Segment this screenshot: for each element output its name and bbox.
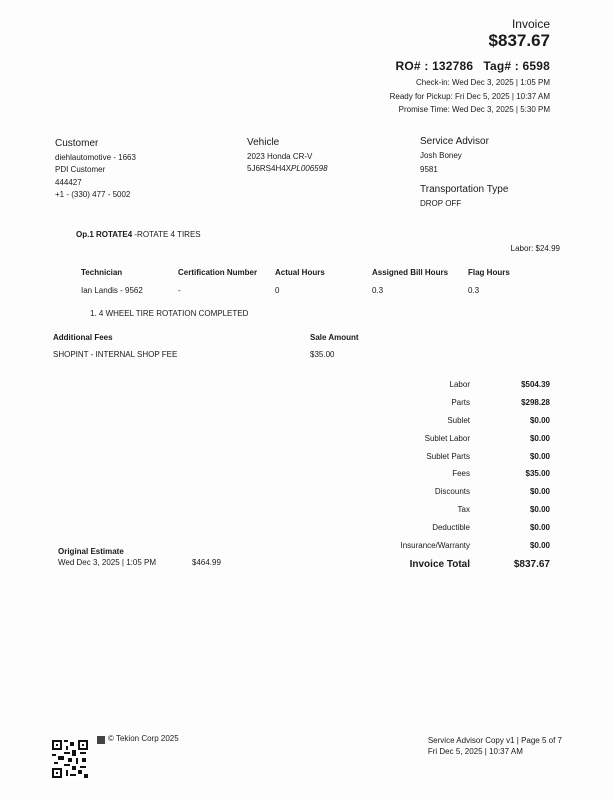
promise-time: Promise Time: Wed Dec 3, 2025 | 5:30 PM (398, 105, 550, 114)
operation-note: 1. 4 WHEEL TIRE ROTATION COMPLETED (90, 309, 249, 318)
original-estimate-title: Original Estimate (58, 547, 124, 556)
ro-tag-line: RO# : 132786 Tag# : 6598 (395, 59, 550, 73)
fee-amount: $35.00 (310, 350, 335, 359)
total-value: $35.00 (525, 469, 550, 479)
vin-prefix: 5J6RS4H4X (247, 163, 292, 173)
footer-copy-page: Service Advisor Copy v1 | Page 5 of 7 (427, 736, 562, 745)
total-label: Tax (457, 504, 470, 514)
original-estimate-date: Wed Dec 3, 2025 | 1:05 PM (58, 558, 156, 567)
total-row-fees (300, 465, 550, 483)
col-sale-amount: Sale Amount (310, 333, 359, 342)
ro-number: 132786 (432, 59, 474, 73)
col-technician: Technician (81, 268, 123, 277)
total-row-sublet-labor (300, 429, 550, 447)
cell-technician: Ian Landis - 9562 (81, 286, 143, 295)
total-label: Fees (452, 469, 470, 479)
ready-time: Ready for Pickup: Fri Dec 5, 2025 | 10:37 AM (389, 91, 550, 101)
col-certification: Certification Number (178, 268, 258, 277)
total-value: $0.00 (529, 415, 550, 425)
total-label: Discounts (434, 487, 470, 497)
total-row-discounts (300, 483, 550, 501)
total-row-sublet (300, 412, 550, 430)
footer-page-info (428, 736, 562, 757)
total-label: Sublet (447, 415, 470, 425)
vehicle-title: Vehicle (247, 137, 280, 148)
invoice-total-header: $837.67 (488, 31, 550, 50)
qr-code-icon (52, 740, 88, 778)
cell-actual-hours: 0 (275, 286, 280, 295)
operation-title (76, 230, 201, 239)
invoice-total-row (300, 556, 550, 574)
total-label: Insurance/Warranty (400, 540, 470, 550)
total-row-insurance (300, 536, 550, 554)
tag-number: 6598 (522, 59, 550, 73)
ro-label: RO# (395, 59, 421, 73)
document-type: Invoice (511, 17, 550, 31)
col-assigned-bill-hours: Assigned Bill Hours (372, 268, 449, 277)
transport-type: DROP OFF (420, 199, 462, 208)
total-row-labor (300, 376, 550, 394)
total-value: $0.00 (529, 487, 550, 497)
cell-flag-hours: 0.3 (468, 286, 480, 295)
cell-assigned-bill-hours: 0.3 (372, 286, 384, 295)
col-actual-hours: Actual Hours (275, 268, 325, 277)
checkin-time: Check-in: Wed Dec 3, 2025 | 1:05 PM (416, 78, 550, 87)
cell-certification: - (178, 286, 181, 295)
total-value: $298.28 (521, 398, 550, 408)
customer-title: Customer (55, 138, 99, 149)
advisor-details (420, 150, 508, 175)
total-value: $0.00 (529, 540, 550, 550)
customer-type: PDI Customer (55, 164, 106, 174)
tag-label: Tag# (483, 59, 512, 73)
footer-printed-date: Fri Dec 5, 2025 | 10:37 AM (427, 746, 523, 756)
total-label: Parts (451, 398, 470, 408)
customer-name: diehlautomotive - 1663 (55, 153, 136, 162)
vin-suffix: PL006598 (291, 163, 328, 173)
total-row-sublet-parts (300, 447, 550, 465)
total-label: Sublet Parts (426, 451, 470, 461)
total-row-parts (300, 394, 550, 412)
customer-phone: +1 - (330) 477 - 5002 (55, 189, 131, 199)
total-value: $504.39 (521, 380, 550, 390)
original-estimate-amount: $464.99 (192, 558, 221, 567)
advisor-title: Service Advisor (420, 136, 489, 147)
footer-copyright: © Tekion Corp 2025 (108, 734, 179, 743)
tag-wrap: Tag# : 6598 (483, 59, 550, 73)
vehicle-block (247, 137, 328, 174)
customer-id: 444427 (55, 178, 82, 187)
advisor-block (420, 136, 508, 210)
col-additional-fees: Additional Fees (53, 333, 113, 342)
total-value: $0.00 (529, 522, 550, 532)
col-flag-hours: Flag Hours (468, 268, 510, 277)
fee-name: SHOPINT - INTERNAL SHOP FEE (53, 350, 178, 359)
vehicle-details (247, 151, 328, 174)
total-row-deductible (300, 518, 550, 536)
total-value: $0.00 (529, 451, 550, 461)
total-label: Sublet Labor (424, 433, 470, 443)
total-label: Labor (449, 380, 470, 390)
invoice-total-label: Invoice Total (409, 559, 470, 571)
vehicle-vin (247, 163, 328, 175)
total-label: Deductible (432, 522, 470, 532)
advisor-name: Josh Boney (420, 151, 462, 160)
total-value: $0.00 (529, 433, 550, 443)
tekion-logo-icon (97, 736, 105, 744)
operation-labor: Labor: $24.99 (510, 244, 560, 253)
vehicle-model: 2023 Honda CR-V (247, 152, 313, 161)
advisor-id: 9581 (420, 164, 438, 174)
dates-block (390, 76, 550, 117)
operation-desc: -ROTATE 4 TIRES (132, 230, 201, 239)
operation-code: Op.1 ROTATE4 (76, 230, 133, 239)
totals-summary (300, 376, 550, 574)
customer-details (55, 152, 136, 200)
total-row-tax (300, 501, 550, 519)
customer-block (55, 138, 136, 200)
invoice-total-value: $837.67 (513, 559, 550, 571)
total-value: $0.00 (529, 504, 550, 514)
transport-title: Transportation Type (420, 184, 509, 195)
